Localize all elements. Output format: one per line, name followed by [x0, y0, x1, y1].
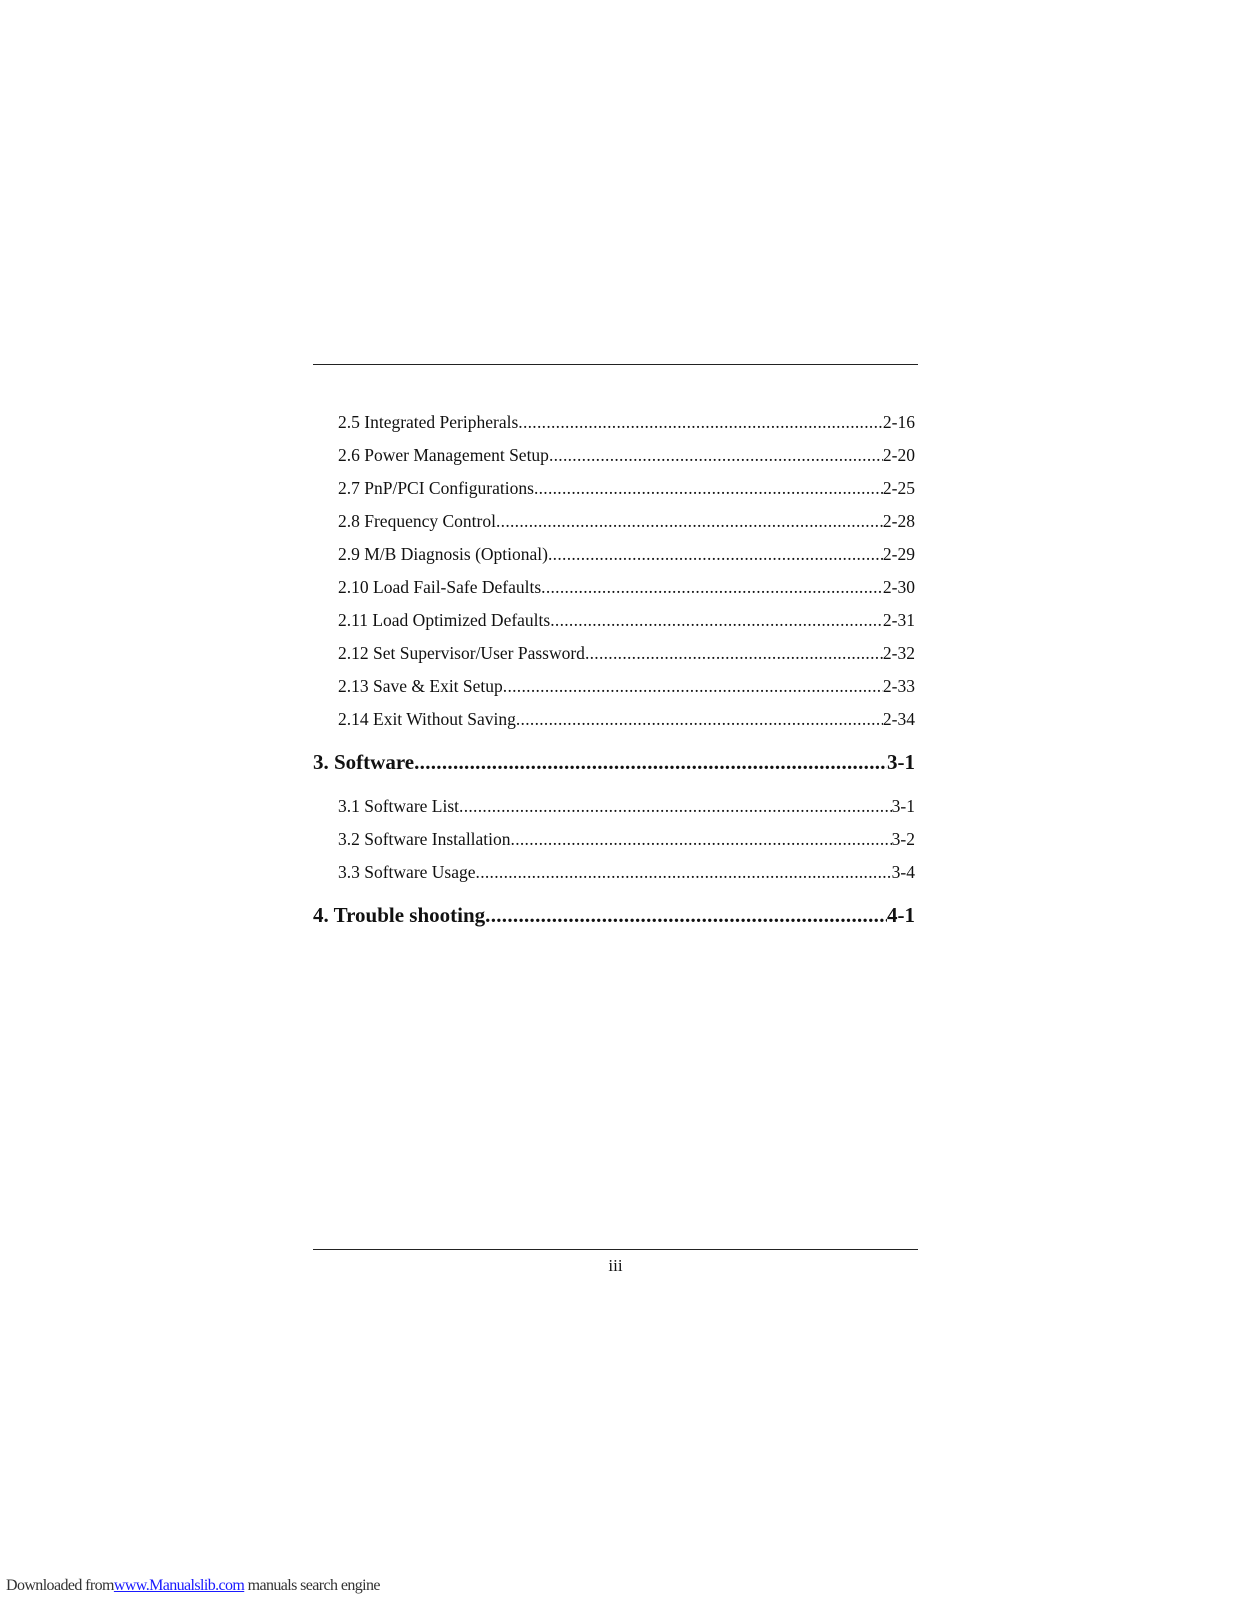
toc-entry-label: 2.7 PnP/PCI Configurations [338, 478, 534, 498]
toc-entry-label: 2.5 Integrated Peripherals [338, 412, 519, 432]
dot-leader [541, 577, 883, 598]
toc-entry-page: 2-28 [882, 511, 915, 531]
toc-chapter-label: 4. Trouble shooting [313, 903, 486, 927]
toc-entry[interactable] [313, 511, 915, 544]
toc-entry-label: 3.2 Software Installation [338, 829, 511, 849]
toc-entry-label: 3.3 Software Usage [338, 862, 476, 882]
toc-entry-page: 2-20 [882, 445, 915, 465]
toc-entry-page: 3-2 [891, 829, 915, 849]
toc-chapter-page: 4-1 [887, 903, 915, 927]
dot-leader [516, 709, 883, 730]
toc-entry-page: 3-1 [891, 796, 915, 816]
toc-entry-label: 2.9 M/B Diagnosis (Optional) [338, 544, 548, 564]
toc-entry[interactable] [313, 478, 915, 511]
toc-chapter-label: 3. Software [313, 750, 415, 774]
toc-entry[interactable] [313, 643, 915, 676]
page-number: iii [608, 1256, 623, 1275]
dot-leader [534, 478, 883, 499]
toc-entry[interactable] [313, 829, 915, 862]
toc-entry-page: 2-25 [882, 478, 915, 498]
toc-chapter-entry[interactable] [313, 903, 915, 947]
toc-entry-label: 2.13 Save & Exit Setup [338, 676, 503, 696]
toc-entry-page: 2-30 [882, 577, 915, 597]
watermark-suffix: manuals search engine [244, 1577, 380, 1594]
dot-leader [476, 862, 892, 883]
table-of-contents [313, 412, 915, 949]
toc-entry[interactable] [313, 412, 915, 445]
toc-entry[interactable] [313, 862, 915, 895]
toc-entry-page: 2-16 [882, 412, 915, 432]
watermark-prefix: Downloaded from [6, 1577, 114, 1594]
toc-entry-page: 2-33 [882, 676, 915, 696]
toc-entry[interactable] [313, 610, 915, 643]
dot-leader [585, 643, 883, 664]
dot-leader [518, 412, 883, 433]
dot-leader [549, 445, 883, 466]
toc-entry[interactable] [313, 577, 915, 610]
header-rule [313, 364, 918, 365]
toc-entry-label: 2.6 Power Management Setup [338, 445, 549, 465]
toc-entry-label: 2.12 Set Supervisor/User Password [338, 643, 585, 663]
toc-entry-label: 2.10 Load Fail-Safe Defaults [338, 577, 542, 597]
dot-leader [414, 750, 887, 775]
toc-entry-page: 2-32 [882, 643, 915, 663]
dot-leader [503, 676, 883, 697]
dot-leader [550, 610, 883, 631]
toc-entry-label: 2.14 Exit Without Saving [338, 709, 516, 729]
dot-leader [496, 511, 883, 532]
toc-entry-page: 2-34 [882, 709, 915, 729]
toc-entry-page: 3-4 [891, 862, 915, 882]
toc-entry[interactable] [313, 544, 915, 577]
toc-entry[interactable] [313, 709, 915, 742]
toc-entry-page: 2-29 [882, 544, 915, 564]
download-watermark [6, 1577, 380, 1595]
toc-entry-page: 2-31 [882, 610, 915, 630]
dot-leader [548, 544, 883, 565]
toc-entry-label: 2.11 Load Optimized Defaults [338, 610, 551, 630]
toc-chapter-entry[interactable] [313, 750, 915, 794]
dot-leader [485, 903, 887, 928]
footer-rule [313, 1249, 918, 1250]
toc-entry[interactable] [313, 676, 915, 709]
toc-entry-label: 2.8 Frequency Control [338, 511, 496, 531]
dot-leader [459, 796, 892, 817]
manualslib-link[interactable]: www.Manualslib.com [113, 1577, 245, 1594]
dot-leader [511, 829, 892, 850]
toc-entry-label: 3.1 Software List [338, 796, 460, 816]
toc-entry[interactable] [313, 796, 915, 829]
toc-chapter-page: 3-1 [887, 750, 915, 774]
toc-entry[interactable] [313, 445, 915, 478]
